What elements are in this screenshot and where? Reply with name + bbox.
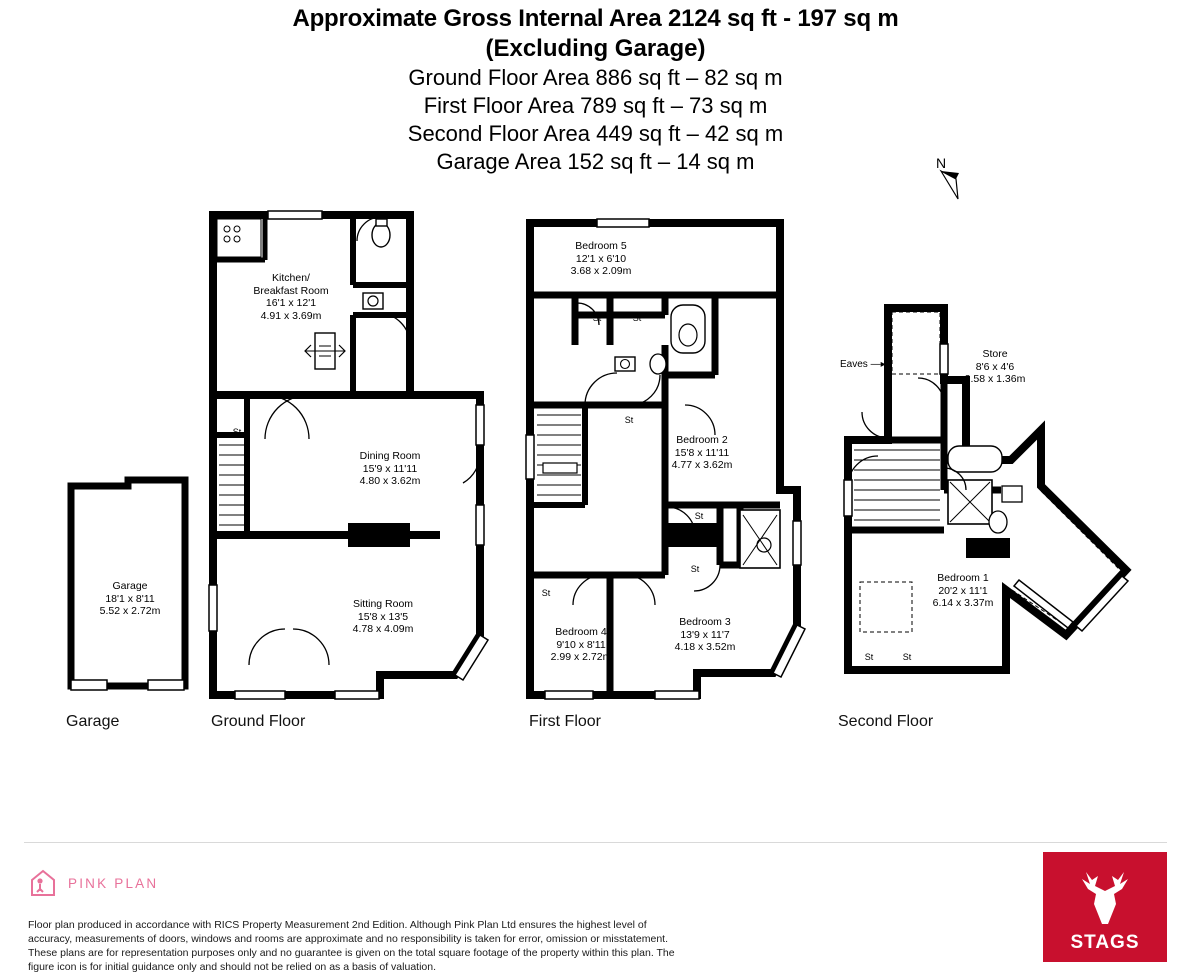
footer-divider [24,842,1167,843]
room-label-sitting: Sitting Room 15'8 x 13'5 4.78 x 4.09m [352,598,414,635]
room-label-garage: Garage 18'1 x 8'11 5.52 x 2.72m [99,580,161,617]
room-label-bedroom2: Bedroom 2 15'8 x 11'11 4.77 x 3.62m [671,434,733,471]
room-label-bedroom5: Bedroom 5 12'1 x 6'10 3.68 x 2.09m [570,240,632,277]
eaves-arrow-icon: —▸ [870,359,886,370]
garage-area: Garage Area 152 sq ft – 14 sq m [436,149,755,174]
storage-label-first-2: St [632,313,642,323]
storage-label-second-2: St [902,652,912,662]
header [0,4,1191,176]
storage-label-first-5: St [690,564,700,574]
pinkplan-logo [28,868,158,898]
room-label-bedroom1: Bedroom 1 20'2 x 11'1 6.14 x 3.37m [932,572,994,609]
storage-label-ground: St [232,427,242,437]
second-floor-area: Second Floor Area 449 sq ft – 42 sq m [407,121,784,146]
caption-second-floor: Second Floor [838,713,934,730]
page-subtitle: (Excluding Garage) [485,35,706,62]
disclaimer-text: Floor plan produced in accordance with RICS Property Measurement 2nd Edition. Although Pink Plan Ltd ensures the highest level of accuracy, measurements of doors, windows and rooms are approximate and no responsibility is taken for error, omission or misstatement. These plans are for representation purposes only and no guarantee is given on the total square footage of the property within this plan. The figure icon is for initial guidance only and should not be relied on as a basis of valuation. [28,919,675,973]
storage-label-first-3: St [624,415,634,425]
eaves-label: Eaves —▸ [840,359,886,370]
stags-wordmark: STAGS [1070,932,1140,953]
compass-rose [932,155,982,205]
compass-north-label: N [936,155,947,171]
first-floor-area: First Floor Area 789 sq ft – 73 sq m [423,93,768,118]
room-label-kitchen: Kitchen/ Breakfast Room 16'1 x 12'1 4.91 x 3.69m [253,272,329,322]
caption-garage: Garage [66,713,120,730]
ground-floor-area: Ground Floor Area 886 sq ft – 82 sq m [408,65,783,90]
page-title: Approximate Gross Internal Area 2124 sq ft - 197 sq m [292,5,899,32]
room-label-dining: Dining Room 15'9 x 11'11 4.80 x 3.62m [359,450,421,487]
room-label-store: Store 8'6 x 4'6 2.58 x 1.36m [964,348,1026,385]
stag-icon [1072,870,1138,932]
house-figure-icon [28,868,58,898]
storage-label-second-1: St [864,652,874,662]
room-label-bedroom3: Bedroom 3 13'9 x 11'7 4.18 x 3.52m [674,616,736,653]
stags-logo [1043,852,1167,962]
pinkplan-wordmark: PINK PLAN [68,875,159,891]
storage-label-first-6: St [541,588,551,598]
room-label-bedroom4: Bedroom 4 9'10 x 8'11 2.99 x 2.72m [550,626,612,663]
caption-ground-floor: Ground Floor [211,713,306,730]
storage-label-first-1: St [592,313,602,323]
storage-label-first-4: St [694,511,704,521]
caption-first-floor: First Floor [529,713,601,730]
